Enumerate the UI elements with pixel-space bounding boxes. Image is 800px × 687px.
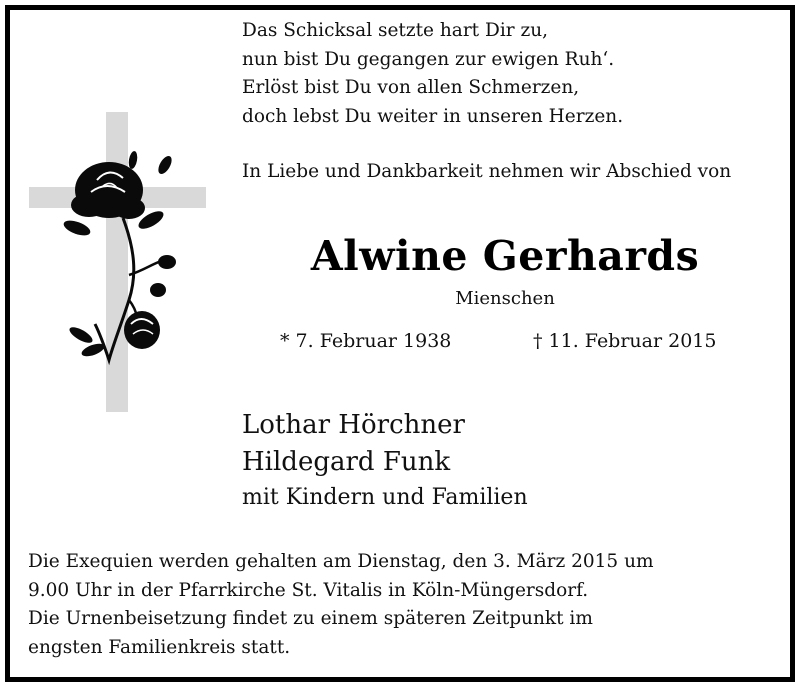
service-line: engsten Familienkreis statt. [28,636,291,658]
mourner-families: mit Kindern und Familien [242,485,528,510]
deceased-name: Alwine Gerhards [310,232,700,280]
mourner-name: Hildegard Funk [242,447,451,477]
birth-date: * 7. Februar 1938 [280,330,452,352]
poem-line: Das Schicksal setzte hart Dir zu, [242,20,548,41]
service-details [28,548,654,662]
mourners [242,407,528,515]
service-line: Die Exequien werden gehalten am Dienstag, den 3. März 2015 um [28,551,654,572]
deceased-place: Mienschen [455,288,555,309]
service-line: Die Urnenbeisetzung findet zu einem späteren Zeitpunkt im [28,608,593,629]
service-line: 9.00 Uhr in der Pfarrkirche St. Vitalis in Köln-Müngersdorf. [28,579,589,601]
poem-line: doch lebst Du weiter in unseren Herzen. [242,105,624,127]
death-date: † 11. Februar 2015 [533,330,717,352]
bottom-rose [124,311,160,349]
poem-line: nun bist Du gegangen zur ewigen Ruh‘. [242,48,615,70]
poem-line: Erlöst bist Du von allen Schmerzen, [242,77,580,98]
mourner-name: Lothar Hörchner [242,410,465,440]
poem [242,17,623,131]
farewell-intro: In Liebe und Dankbarkeit nehmen wir Abschied von [242,161,732,182]
top-rose [71,162,145,219]
